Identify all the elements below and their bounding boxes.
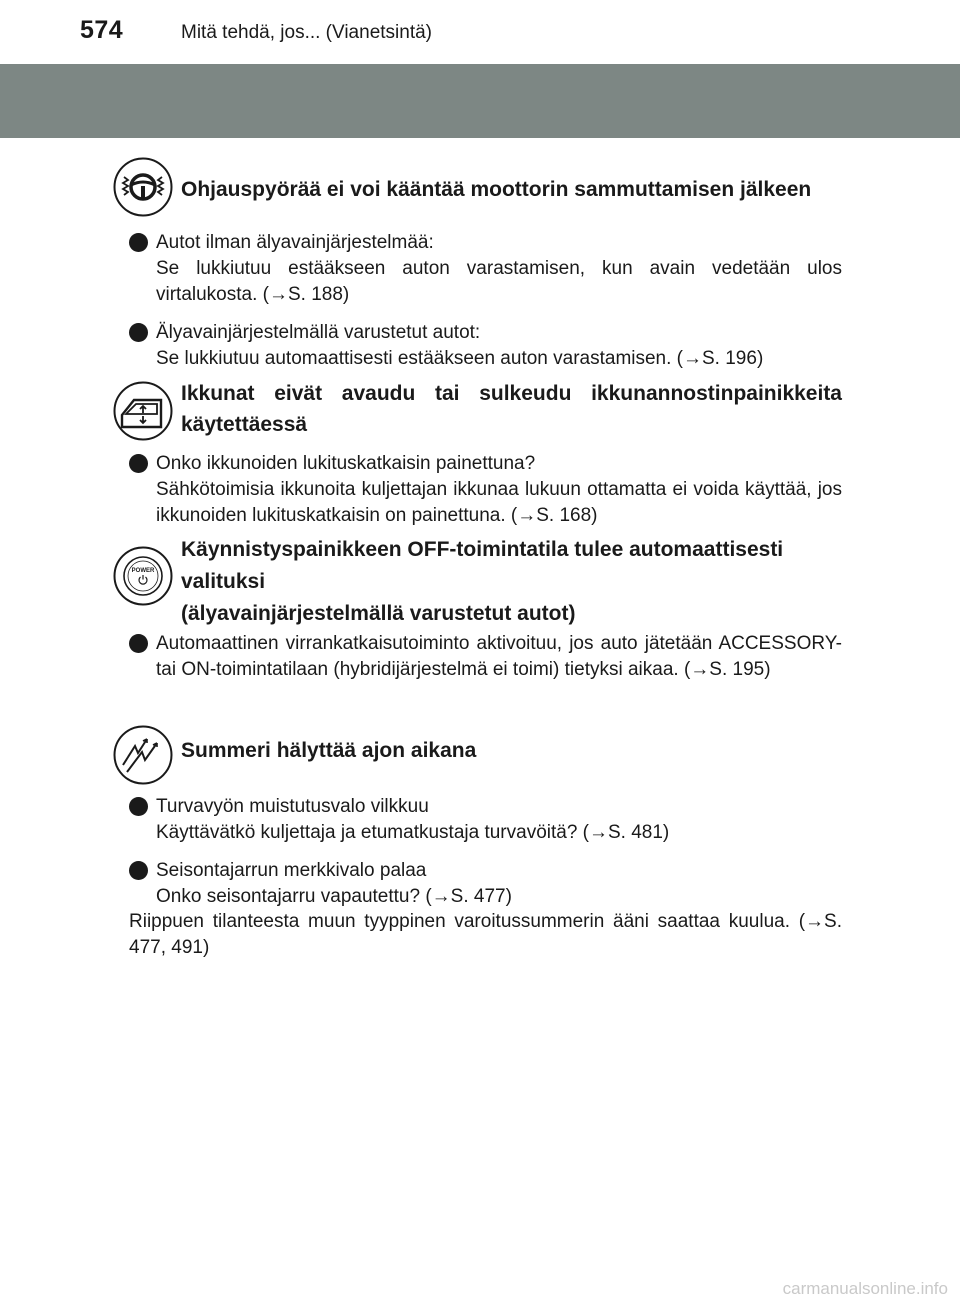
item-text: Se lukkiutuu estääkseen auton varastamisen, kun avain vedetään ulos virtalukosta. (→S. 188) bbox=[156, 258, 842, 305]
list-item bbox=[156, 631, 842, 683]
list-item bbox=[156, 794, 842, 846]
section-title-windows: Ikkunat eivät avaudu tai sulkeudu ikkunannostinpainikkeita käytettäessä bbox=[181, 382, 842, 436]
section-title-line: valituksi bbox=[181, 570, 266, 593]
list-item bbox=[156, 451, 842, 529]
section-body-power bbox=[156, 631, 842, 683]
item-heading: Autot ilman älyavainjärjestelmää: bbox=[156, 232, 434, 253]
power-window-icon bbox=[113, 381, 173, 441]
bullet-icon bbox=[129, 323, 148, 342]
bullet-icon bbox=[129, 797, 148, 816]
list-item bbox=[156, 858, 842, 910]
item-text: Onko seisontajarru vapautettu? (→S. 477) bbox=[156, 886, 512, 907]
section-title-power bbox=[181, 534, 842, 630]
bullet-icon bbox=[129, 634, 148, 653]
section-title-buzzer: Summeri hälyttää ajon aikana bbox=[181, 739, 477, 762]
item-heading: Älyavainjärjestelmällä varustetut autot: bbox=[156, 322, 481, 343]
power-label: POWER bbox=[131, 568, 155, 574]
watermark: carmanualsonline.info bbox=[782, 1279, 948, 1298]
buzzer-icon bbox=[113, 725, 173, 785]
item-text: Automaattinen virrankatkaisutoiminto aktivoituu, jos auto jätetään ACCESSORY- tai ON-toimintatilaan (hybridijärjestelmä ei toimi) tietyksi aikaa. (→S. 195) bbox=[156, 633, 842, 680]
buzzer-note: Riippuen tilanteesta muun tyyppinen varoitussummerin ääni saattaa kuulua. (→S. 477, 491) bbox=[129, 911, 842, 958]
bullet-icon bbox=[129, 861, 148, 880]
section-title-line: (älyavainjärjestelmällä varustetut autot) bbox=[181, 602, 576, 625]
list-item bbox=[156, 230, 842, 308]
section-body-steering bbox=[156, 230, 842, 372]
section-title-steering: Ohjauspyörää ei voi kääntää moottorin sammuttamisen jälkeen bbox=[181, 178, 812, 201]
bullet-icon bbox=[129, 454, 148, 473]
page-number: 574 bbox=[80, 16, 124, 44]
item-text: Sähkötoimisia ikkunoita kuljettajan ikkunaa lukuun ottamatta ei voida käyttää, jos ikkunoiden lukituskatkaisin on painettuna. (→S. 168) bbox=[156, 479, 842, 526]
item-heading: Seisontajarrun merkkivalo palaa bbox=[156, 860, 427, 881]
section-body-windows bbox=[156, 451, 842, 529]
running-head: Mitä tehdä, jos... (Vianetsintä) bbox=[181, 22, 432, 43]
bullet-icon bbox=[129, 233, 148, 252]
section-body-buzzer bbox=[156, 794, 842, 910]
item-text: Se lukkiutuu automaattisesti estääkseen auton varastamisen. (→S. 196) bbox=[156, 348, 764, 369]
header-band bbox=[0, 64, 960, 138]
list-item bbox=[156, 320, 842, 372]
item-heading: Turvavyön muistutusvalo vilkkuu bbox=[156, 796, 429, 817]
section-title-line: Käynnistyspainikkeen OFF-toimintatila tulee automaattisesti bbox=[181, 538, 784, 561]
item-heading: Onko ikkunoiden lukituskatkaisin painettuna? bbox=[156, 453, 536, 474]
steering-wheel-lock-icon bbox=[113, 157, 173, 217]
power-button-icon bbox=[113, 546, 173, 606]
item-text: Käyttävätkö kuljettaja ja etumatkustaja turvavöitä? (→S. 481) bbox=[156, 822, 670, 843]
